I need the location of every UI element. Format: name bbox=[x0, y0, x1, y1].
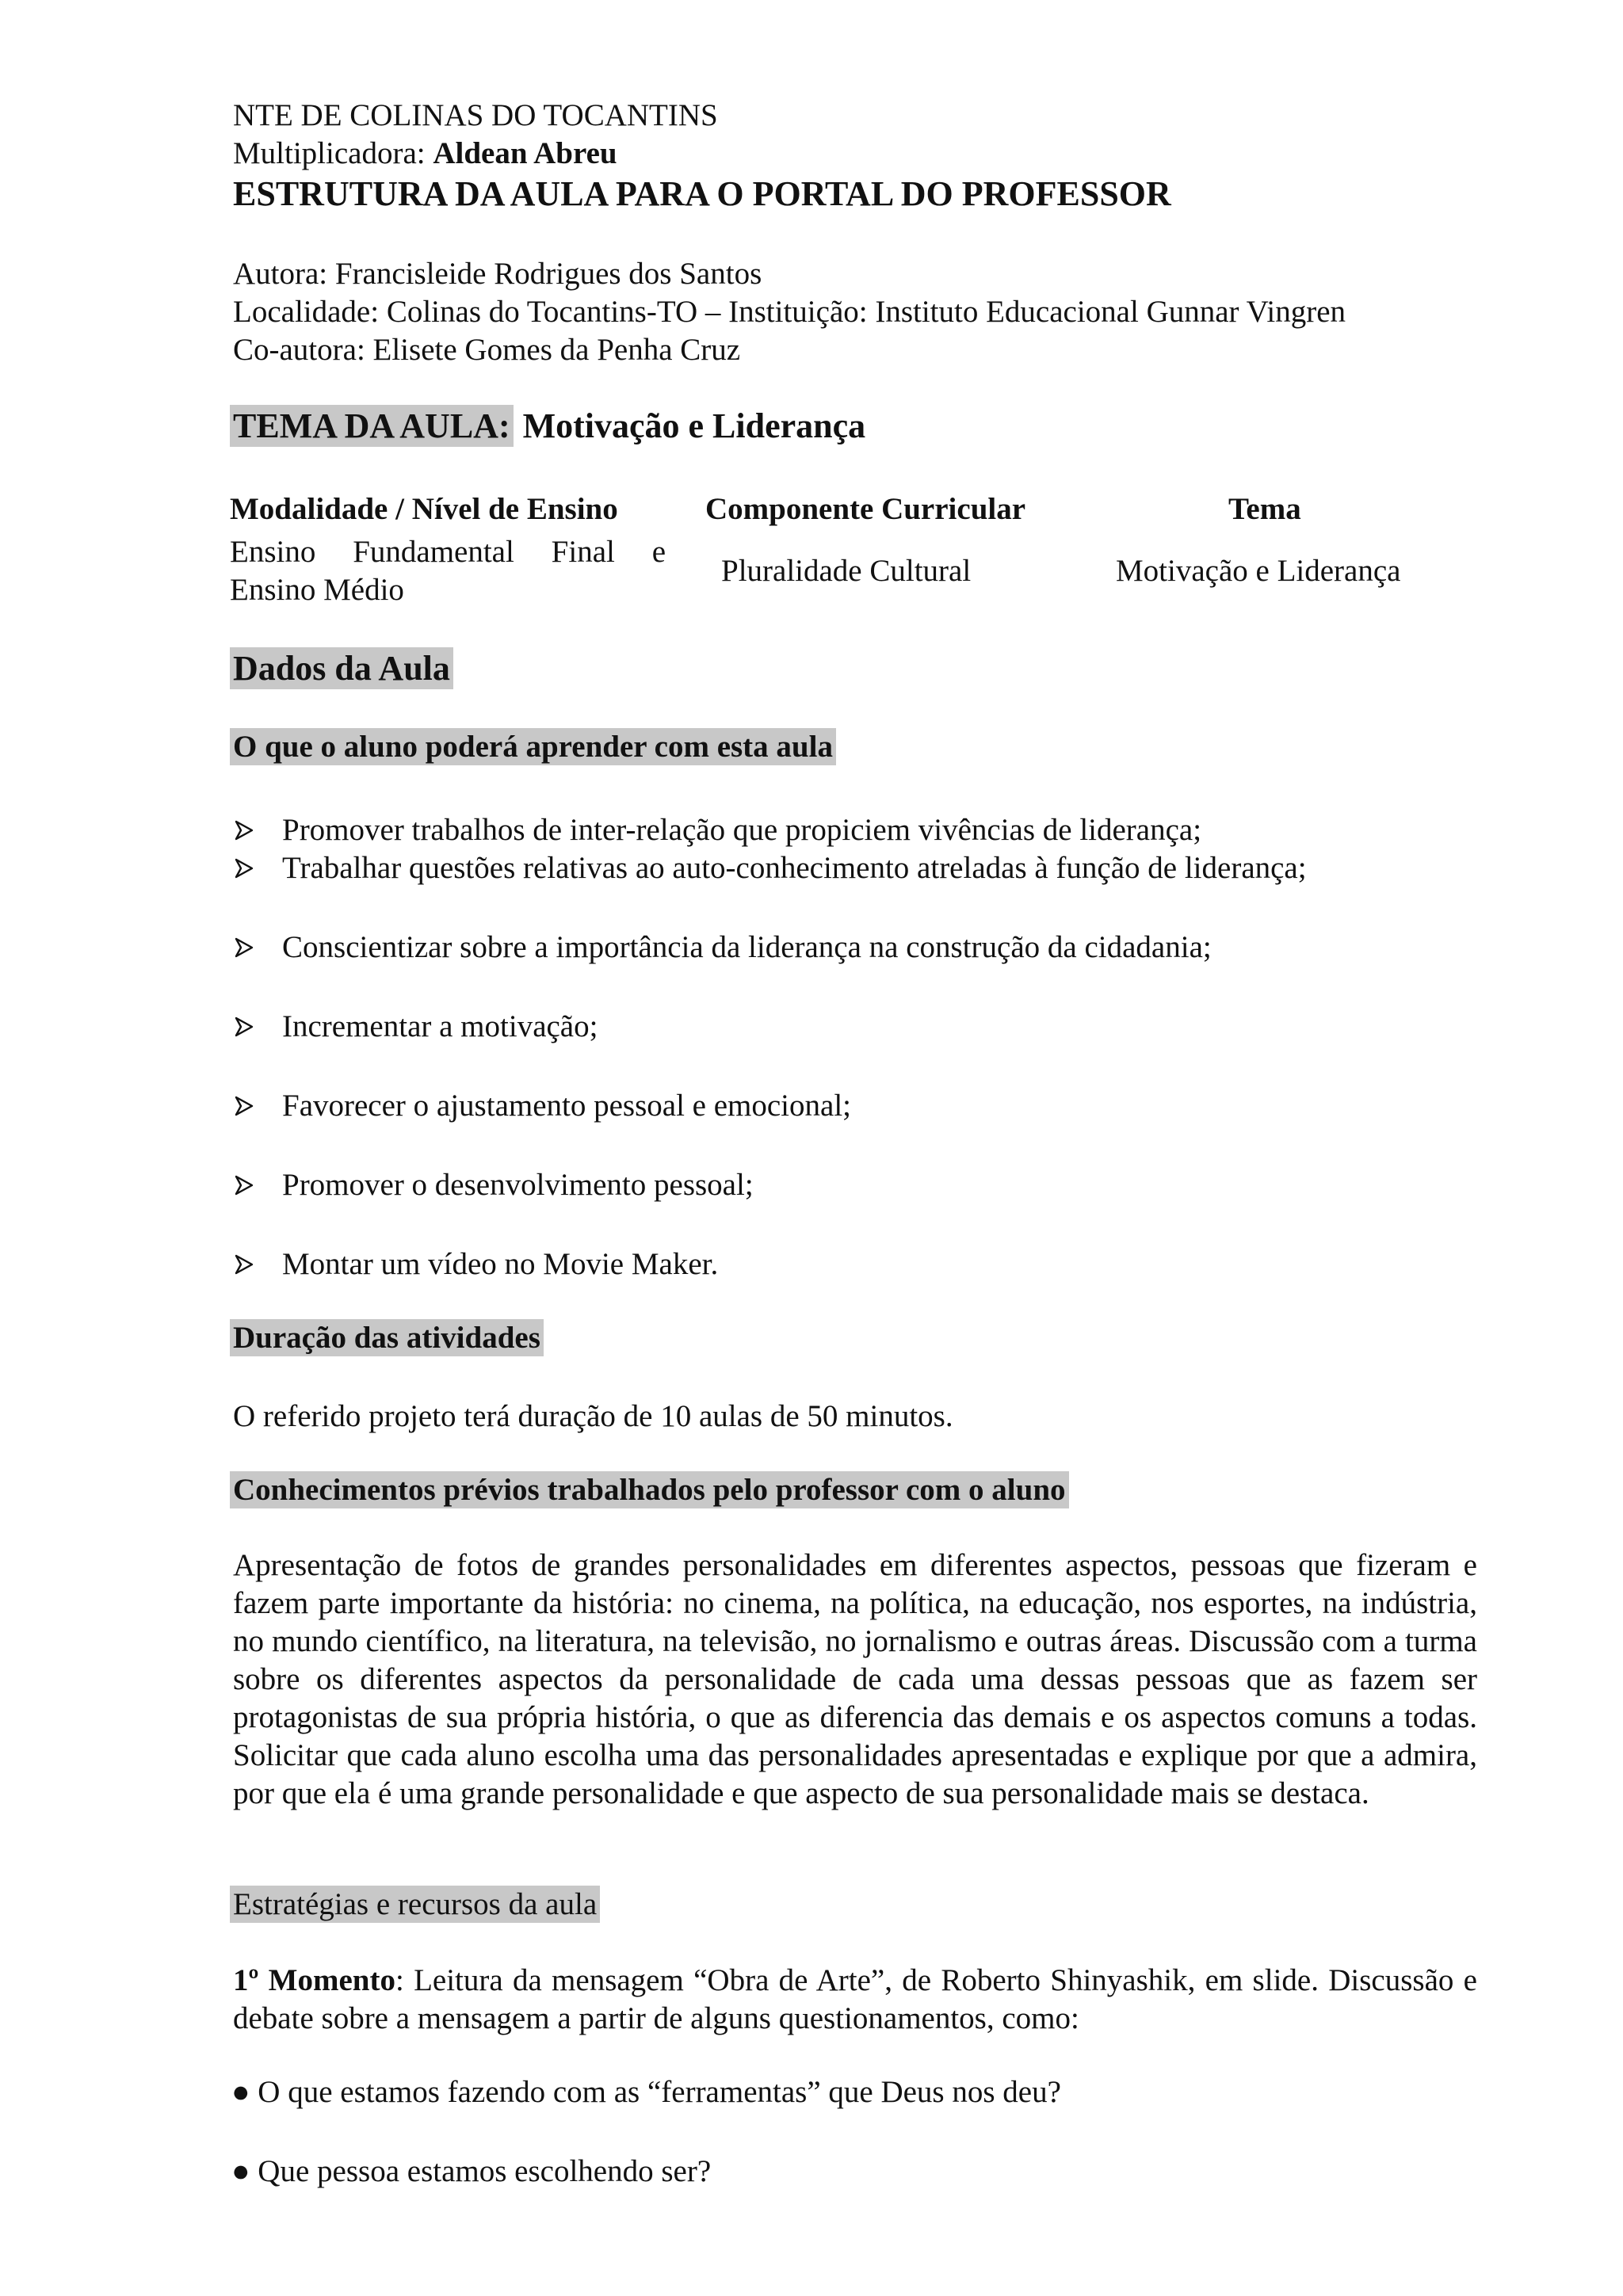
momento-paragraph bbox=[233, 1962, 1477, 2038]
multiplicadora-line bbox=[233, 135, 617, 173]
arrow-bullet-icon bbox=[235, 1016, 265, 1037]
componente-value: Pluralidade Cultural bbox=[721, 554, 972, 588]
arrow-bullet-icon bbox=[235, 1175, 265, 1196]
arrow-bullet-icon bbox=[235, 1096, 265, 1116]
multiplicadora-label: Multiplicadora: bbox=[233, 136, 433, 170]
multiplicadora-name: Aldean Abreu bbox=[433, 136, 617, 170]
document-title: ESTRUTURA DA AULA PARA O PORTAL DO PROFESSOR bbox=[233, 174, 1171, 213]
modalidade-line-1 bbox=[230, 534, 666, 570]
estrategias-heading-wrap bbox=[230, 1886, 600, 1924]
table-header-tema: Tema bbox=[1228, 492, 1301, 526]
list-item bbox=[235, 929, 1212, 967]
tema-aula-value: Motivação e Liderança bbox=[522, 406, 866, 445]
list-item-text: Incrementar a motivação; bbox=[282, 1009, 598, 1043]
question-item: ● Que pessoa estamos escolhendo ser? bbox=[231, 2154, 712, 2188]
coautora-line: Co-autora: Elisete Gomes da Penha Cruz bbox=[233, 333, 741, 367]
arrow-bullet-icon bbox=[235, 937, 265, 958]
list-item-text: Conscientizar sobre a importância da liderança na construção da cidadania; bbox=[282, 930, 1212, 964]
dados-aula-heading-wrap bbox=[230, 648, 453, 688]
list-item-text: Promover trabalhos de inter-relação que propiciem vivências de liderança; bbox=[282, 813, 1202, 847]
dados-aula-heading: Dados da Aula bbox=[230, 647, 453, 689]
momento-text: : Leitura da mensagem “Obra de Arte”, de Roberto Shinyashik, em slide. Discussão e debate sobre a mensagem a partir de alguns questionamentos, como: bbox=[233, 1963, 1477, 2035]
localidade-line: Localidade: Colinas do Tocantins-TO – Instituição: Instituto Educacional Gunnar Vingren bbox=[233, 295, 1346, 329]
modalidade-line-2: Ensino Médio bbox=[230, 573, 404, 607]
list-item bbox=[235, 849, 1307, 887]
tema-value: Motivação e Liderança bbox=[1116, 554, 1401, 588]
table-header-componente: Componente Curricular bbox=[705, 492, 1026, 526]
modalidade-word: Ensino bbox=[230, 535, 316, 569]
modalidade-word: Fundamental bbox=[353, 535, 514, 569]
list-item bbox=[235, 1087, 851, 1125]
arrow-bullet-icon bbox=[235, 1254, 265, 1275]
list-item bbox=[235, 811, 1201, 849]
duracao-heading: Duração das atividades bbox=[230, 1319, 544, 1356]
table-header-modalidade: Modalidade / Nível de Ensino bbox=[230, 492, 618, 526]
estrategias-heading: Estratégias e recursos da aula bbox=[230, 1886, 600, 1923]
org-name: NTE DE COLINAS DO TOCANTINS bbox=[233, 98, 718, 132]
aprender-heading: O que o aluno poderá aprender com esta aula bbox=[230, 728, 836, 765]
conhecimentos-paragraph: Apresentação de fotos de grandes personalidades em diferentes aspectos, pessoas que fizeram e fazem parte importante da história: no cinema, na política, na educação, nos esportes, na indústria, no mundo científico, na literatura, na televisão, no jornalismo e outras áreas. Discussão com a turma sobre os diferentes aspectos da personalidade de cada uma dessas pessoas que as fazem ser protagonistas de sua própria história, o que as diferencia das demais e os aspectos comuns a todas. Solicitar que cada aluno escolha uma das personalidades apresentadas e explique por que a admira, por que ela é uma grande personalidade e que aspecto de sua personalidade mais se destaca. bbox=[233, 1548, 1477, 1810]
modalidade-word: e bbox=[651, 535, 666, 569]
tema-aula-row bbox=[230, 406, 865, 446]
conhecimentos-heading: Conhecimentos prévios trabalhados pelo professor com o aluno bbox=[230, 1471, 1069, 1508]
list-item bbox=[235, 1008, 598, 1046]
autora-line: Autora: Francisleide Rodrigues dos Santos bbox=[233, 257, 762, 291]
list-item bbox=[235, 1245, 718, 1283]
tema-aula-label: TEMA DA AULA: bbox=[230, 405, 514, 447]
list-item-text: Trabalhar questões relativas ao auto-conhecimento atreladas à função de liderança; bbox=[282, 851, 1307, 885]
momento-label: 1º Momento bbox=[233, 1963, 395, 1997]
list-item bbox=[235, 1166, 754, 1204]
duracao-text: O referido projeto terá duração de 10 aulas de 50 minutos. bbox=[233, 1399, 953, 1433]
duracao-heading-wrap bbox=[230, 1320, 544, 1356]
modalidade-word: Final bbox=[551, 535, 615, 569]
list-item-text: Montar um vídeo no Movie Maker. bbox=[282, 1247, 719, 1281]
aprender-heading-wrap bbox=[230, 729, 836, 765]
conhecimentos-heading-wrap bbox=[230, 1472, 1069, 1508]
question-item: ● O que estamos fazendo com as “ferramentas” que Deus nos deu? bbox=[231, 2075, 1061, 2109]
arrow-bullet-icon bbox=[235, 820, 265, 841]
list-item-text: Promover o desenvolvimento pessoal; bbox=[282, 1168, 754, 1202]
list-item-text: Favorecer o ajustamento pessoal e emocional; bbox=[282, 1089, 851, 1123]
arrow-bullet-icon bbox=[235, 858, 265, 879]
